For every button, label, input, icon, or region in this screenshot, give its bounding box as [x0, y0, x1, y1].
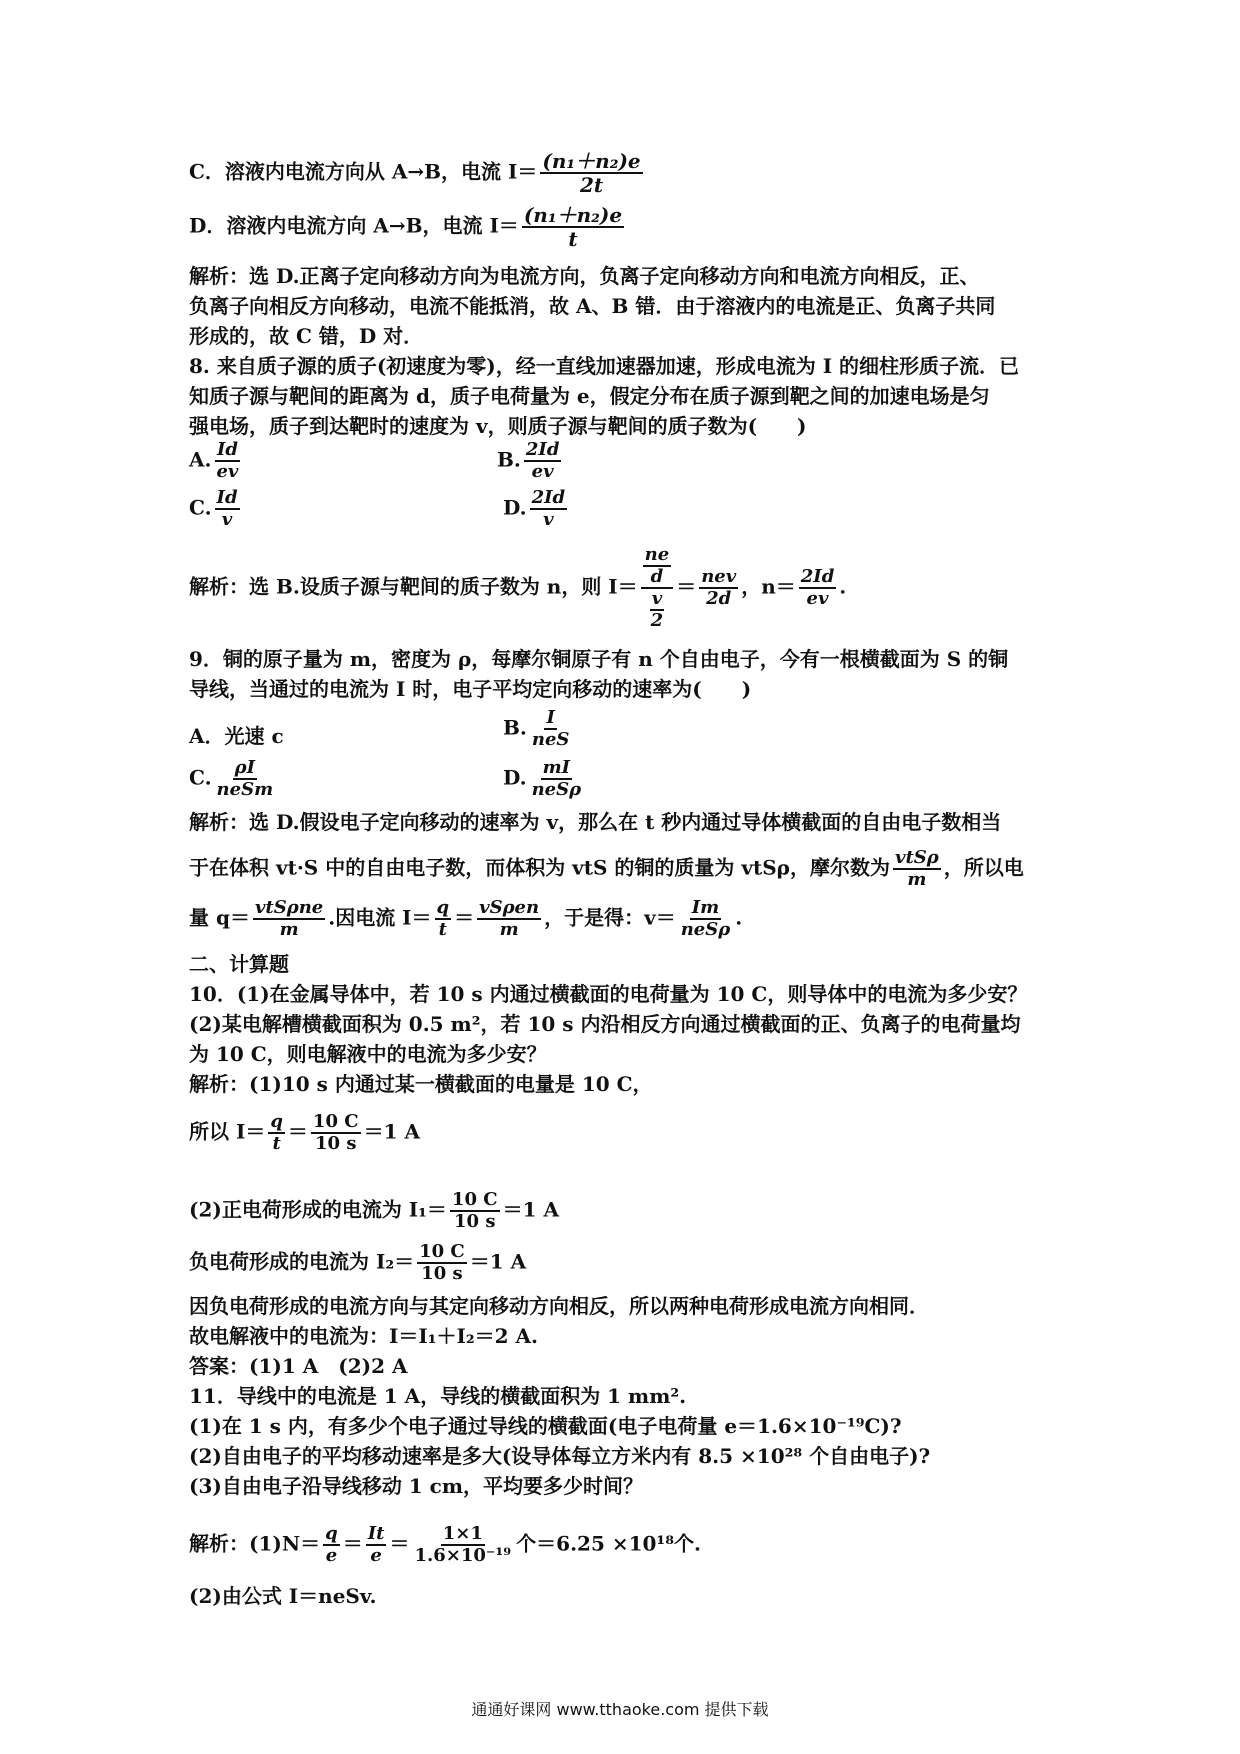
q9-stem-line-1: 9．铜的原子量为 m，密度为 ρ，每摩尔铜原子有 n 个自由电子，今有一根横截面为 S 的铜 — [189, 647, 1009, 671]
q10-analysis-line-6: 故电解液中的电流为：I＝I₁＋I₂＝2 A. — [189, 1324, 538, 1348]
q7-analysis-line-3: 形成的，故 C 错，D 对． — [189, 324, 424, 348]
q8-stem-line-3: 强电场，质子到达靶时的速度为 v，则质子源与靶间的质子数为( ) — [189, 414, 807, 438]
q8-option-a: A. $\frac{Id}{ev}$ — [189, 439, 239, 482]
q7-analysis-line-1: 解析：选 D.正离子定向移动方向为电流方向，负离子定向移动方向和电流方向相反，正、 — [189, 264, 980, 288]
q7-analysis-line-2: 负离子向相反方向移动，电流不能抵消，故 A、B 错．由于溶液内的电流是正、负离子共同 — [189, 294, 996, 318]
q10-stem-line-1: 10．(1)在金属导体中，若 10 s 内通过横截面的电荷量为 10 C，则导体中的电流为多少安？ — [189, 982, 1028, 1006]
q8-option-c: C. $\frac{Id}{v}$ — [189, 487, 238, 530]
q9-analysis-line-2: 于在体积 vt·S 中的自由电子数，而体积为 vtS 的铜的质量为 vtSρ，摩尔数为 $\frac{\text{vtSρ}}{m}$ ，所以电 — [189, 847, 1024, 890]
q10-analysis-line-5: 因负电荷形成的电流方向与其定向移动方向相反，所以两种电荷形成电流方向相同． — [189, 1294, 929, 1318]
q10-analysis-line-4: 负电荷形成的电流为 I₂＝ $\frac{10 C}{10 s}$ ＝1 A — [189, 1241, 527, 1284]
q9-stem-line-2: 导线，当通过的电流为 I 时，电子平均定向移动的速率为( ) — [189, 677, 752, 701]
q8-analysis-compound-fraction: $\frac{\frac{ne}{d}}{\frac{v}{2}}$ — [641, 545, 674, 631]
q7-option-d-fraction: $\frac{\text{(n₁＋n₂)e}}{t}$ — [523, 203, 623, 251]
q8-option-d: D. $\frac{2Id}{v}$ — [503, 487, 566, 530]
q8-option-b: B. $\frac{2Id}{ev}$ — [497, 439, 560, 482]
q10-answer: 答案：(1)1 A (2)2 A — [189, 1354, 408, 1378]
q11-analysis-line-2: (2)由公式 I＝neSv. — [189, 1584, 377, 1608]
q8-analysis: 解析：选 B.设质子源与靶间的质子数为 n，则 I＝ $\frac{\frac{ne}{d}}{\frac{v}{2}}$ ＝ $\frac{\text{nev}}{2d}$ ，n＝ $\frac{2Id}{ev}$ . — [189, 544, 847, 631]
q9-option-c: C. $\frac{\rho I}{\text{neSm}}$ — [189, 757, 274, 800]
q9-analysis-line-3: 量 q＝ $\frac{\text{vtSρne}}{m}$ .因电流 I＝ $\frac{q}{t}$ ＝ $\frac{\text{vSρen}}{m}$ ，于是得：v＝ $\frac{Im}{\text{neSρ}}$ . — [189, 897, 743, 940]
q11-analysis-line-1: 解析：(1)N＝ $\frac{q}{e}$ ＝ $\frac{It}{e}$ ＝ $\frac{1\times 1}{\text{1.6×10⁻¹⁹}}$ 个＝6.25 ×10¹⁸个. — [189, 1523, 701, 1566]
q9-analysis-line-1: 解析：选 D.假设电子定向移动的速率为 v，那么在 t 秒内通过导体横截面的自由电子数相当 — [189, 810, 1002, 834]
q11-stem-line-2: (1)在 1 s 内，有多少个电子通过导线的横截面(电子电荷量 e＝1.6×10⁻¹⁹C)? — [189, 1414, 902, 1438]
q9-option-a: A．光速 c — [189, 724, 284, 748]
footer-download-note: 通通好课网 www.tthaoke.com 提供下载 — [471, 1700, 769, 1719]
q7-option-c-fraction: $\frac{\text{(n₁＋n₂)e}}{2t}$ — [542, 149, 641, 197]
q10-analysis-line-1: 解析：(1)10 s 内通过某一横截面的电量是 10 C， — [189, 1072, 653, 1096]
q11-stem-line-1: 11．导线中的电流是 1 A，导线的横截面积为 1 mm². — [189, 1384, 687, 1408]
q7-option-d: D．溶液内电流方向 A→B，电流 I＝ $\frac{\text{(n₁＋n₂)e}}{t}$ — [189, 203, 623, 251]
q11-stem-line-3: (2)自由电子的平均移动速率是多大(设导体每立方米内有 8.5 ×10²⁸ 个自由电子)? — [189, 1444, 931, 1468]
q9-option-d: D. $\frac{mI}{\text{neSρ}}$ — [503, 757, 582, 800]
q10-stem-line-3: 为 10 C，则电解液中的电流为多少安？ — [189, 1042, 547, 1066]
q10-analysis-line-3: (2)正电荷形成的电流为 I₁＝ $\frac{10 C}{10 s}$ ＝1 A — [189, 1189, 559, 1232]
q8-stem-line-2: 知质子源与靶间的距离为 d，质子电荷量为 e，假定分布在质子源到靶之间的加速电场是匀 — [189, 384, 990, 408]
section-title-calculation: 二、计算题 — [189, 952, 289, 976]
q11-stem-line-4: (3)自由电子沿导线移动 1 cm，平均要多少时间？ — [189, 1474, 644, 1498]
q7-option-c: C．溶液内电流方向从 A→B，电流 I＝ $\frac{\text{(n₁＋n₂)e}}{2t}$ — [189, 149, 641, 197]
q10-analysis-line-2: 所以 I＝ $\frac{q}{t}$ ＝ $\frac{10 C}{10 s}$ ＝1 A — [189, 1111, 420, 1154]
q9-option-b: B. $\frac{I}{\text{neS}}$ — [503, 707, 570, 750]
q8-stem-line-1: 8. 来自质子源的质子(初速度为零)，经一直线加速器加速，形成电流为 I 的细柱形质子流．已 — [189, 354, 1020, 378]
q10-stem-line-2: (2)某电解槽横截面积为 0.5 m²，若 10 s 内沿相反方向通过横截面的正、负离子的电荷量均 — [189, 1012, 1021, 1036]
